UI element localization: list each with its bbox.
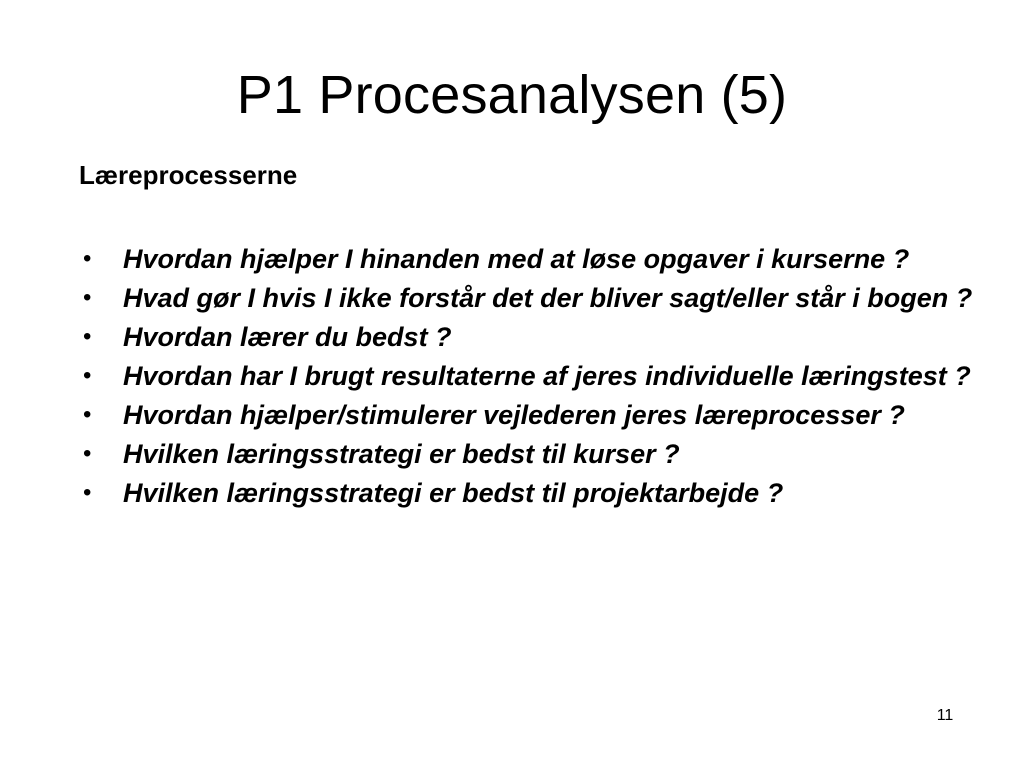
bullet-text: Hvordan hjælper/stimulerer vejlederen jeres læreprocesser ? xyxy=(123,400,905,430)
bullet-item xyxy=(79,360,979,392)
bullet-text: Hvilken læringsstrategi er bedst til projektarbejde ? xyxy=(123,478,784,508)
bullet-icon: • xyxy=(83,440,92,467)
bullet-text: Hvordan har I brugt resultaterne af jeres individuelle læringstest ? xyxy=(123,361,971,391)
bullet-text: Hvad gør I hvis I ikke forstår det der bliver sagt/eller står i bogen ? xyxy=(123,283,973,313)
bullet-icon: • xyxy=(83,401,92,428)
bullet-text: Hvordan hjælper I hinanden med at løse opgaver i kurserne ? xyxy=(123,244,910,274)
slide-title: P1 Procesanalysen (5) xyxy=(236,65,788,125)
bullet-item xyxy=(79,243,979,275)
bullet-text: Hvilken læringsstrategi er bedst til kurser ? xyxy=(123,439,680,469)
bullet-item xyxy=(79,477,979,509)
bullet-icon: • xyxy=(83,479,92,506)
bullet-icon: • xyxy=(83,362,92,389)
bullet-item xyxy=(79,282,979,314)
bullet-icon: • xyxy=(83,323,92,350)
bullet-text: Hvordan lærer du bedst ? xyxy=(123,322,452,352)
bullet-item xyxy=(79,438,979,470)
bullet-icon: • xyxy=(83,284,92,311)
bullet-icon: • xyxy=(83,245,92,272)
bullet-item xyxy=(79,399,979,431)
page-number: 11 xyxy=(936,707,954,724)
bullet-list xyxy=(79,243,979,516)
section-heading: Læreprocesserne xyxy=(79,160,298,190)
bullet-item xyxy=(79,321,979,353)
